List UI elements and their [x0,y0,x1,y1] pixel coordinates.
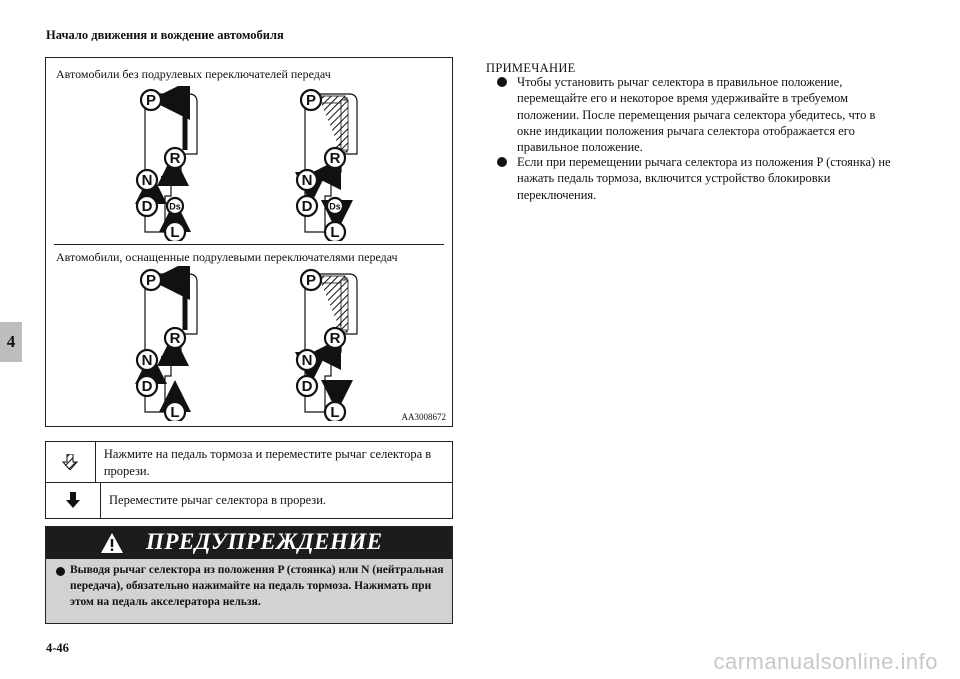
svg-text:P: P [305,92,317,109]
legend-text-black: Переместите рычаг селектора в прорези. [109,492,327,507]
gate-diagram-downshift-paddle [291,266,381,421]
legend-text-hatched: Нажмите на педаль тормоза и переместите рычаг селектора в прорези. [103,447,432,478]
svg-text:Ds: Ds [169,201,181,212]
svg-text:N: N [141,172,153,189]
gear-letter-d [137,196,157,216]
gear-letter-r [325,148,345,168]
gate-diagram-upshift-no-paddle [131,86,221,241]
gear-letter-n [297,170,317,190]
note-bullet [497,77,507,87]
warning-text: Выводя рычаг селектора из положения P (стоянка) или N (нейтральная передача), обязательно нажимайте на педаль тормоза. Нажимать при этом на педаль акселератора нельзя. [70,564,444,608]
gear-letter-d [137,376,157,396]
note-text: Чтобы установить рычаг селектора в правильное положение, перемещайте его и некоторое время удерживайте в требуемом положении. После перемещения рычага селектора убедитесь, что в окне индикации положения рычага селектора отображается его правильное положение. [517,75,876,155]
gear-letter-r [325,328,345,348]
svg-text:N: N [301,352,313,369]
caption-with-paddle-shifters: Автомобили, оснащенные подрулевыми переключателями передач [56,250,398,264]
gate-diagram-upshift-paddle [131,266,221,421]
gear-letter-l [165,402,185,421]
gear-letter-n [137,170,157,190]
gear-letter-p [141,90,161,110]
hatched-segment [341,100,348,150]
svg-text:L: L [170,404,180,421]
gear-letter-p [141,270,161,290]
warning-triangle-icon [100,532,124,554]
gear-letter-p [301,270,321,290]
warning-title: ПРЕДУПРЕЖДЕНИЕ [146,529,383,554]
page-header-title: Начало движения и вождение автомобиля [46,28,284,42]
svg-text:L: L [330,224,340,241]
gear-letter-ds [167,198,183,214]
gear-letter-l [165,222,185,241]
warning-bullet [56,567,65,576]
svg-text:L: L [170,224,180,241]
shift-arrow [165,100,185,150]
gear-letter-l [325,222,345,241]
chapter-tab: 4 [0,322,22,362]
note-text: Если при перемещении рычага селектора из положения P (стоянка) не нажать педаль тормоза, включится устройство блокировки переключения. [517,155,891,202]
svg-text:R: R [329,330,341,347]
svg-text:D: D [141,198,153,215]
gear-letter-n [137,350,157,370]
svg-text:R: R [329,150,341,167]
shift-arrow [165,280,185,330]
hatched-arrow-icon [46,442,96,482]
figure-code: AA3008672 [401,412,446,422]
legend-row-black [46,482,452,518]
warning-body [46,559,452,623]
svg-text:P: P [145,92,157,109]
warning-header [46,527,452,559]
watermark: carmanualsonline.info [713,649,938,674]
shift-gate-illustration [45,57,453,427]
note-item [497,74,897,155]
svg-text:L: L [330,404,340,421]
note-item [497,154,897,203]
gear-letter-l [325,402,345,421]
svg-text:Ds: Ds [329,201,341,212]
hatched-segment [341,280,348,330]
svg-text:N: N [301,172,313,189]
black-arrow-icon [46,482,101,518]
svg-text:D: D [141,378,153,395]
note-bullet [497,157,507,167]
gate-diagram-downshift-no-paddle [291,86,381,241]
gear-letter-r [165,328,185,348]
gear-letter-p [301,90,321,110]
svg-text:R: R [169,150,181,167]
gear-letter-n [297,350,317,370]
legend-table [45,441,453,519]
svg-text:N: N [141,352,153,369]
svg-text:R: R [169,330,181,347]
figure-divider [54,244,444,245]
svg-text:P: P [145,272,157,289]
svg-text:P: P [305,272,317,289]
gear-letter-r [165,148,185,168]
warning-box [45,526,453,624]
gear-letter-d [297,376,317,396]
page-number: 4-46 [46,641,69,655]
legend-row-hatched [46,442,452,483]
caption-without-paddle-shifters: Автомобили без подрулевых переключателей передач [56,67,331,81]
note-title: ПРИМЕЧАНИЕ [486,61,576,75]
gear-letter-ds [327,198,343,214]
gear-letter-d [297,196,317,216]
svg-text:D: D [301,198,313,215]
svg-text:D: D [301,378,313,395]
